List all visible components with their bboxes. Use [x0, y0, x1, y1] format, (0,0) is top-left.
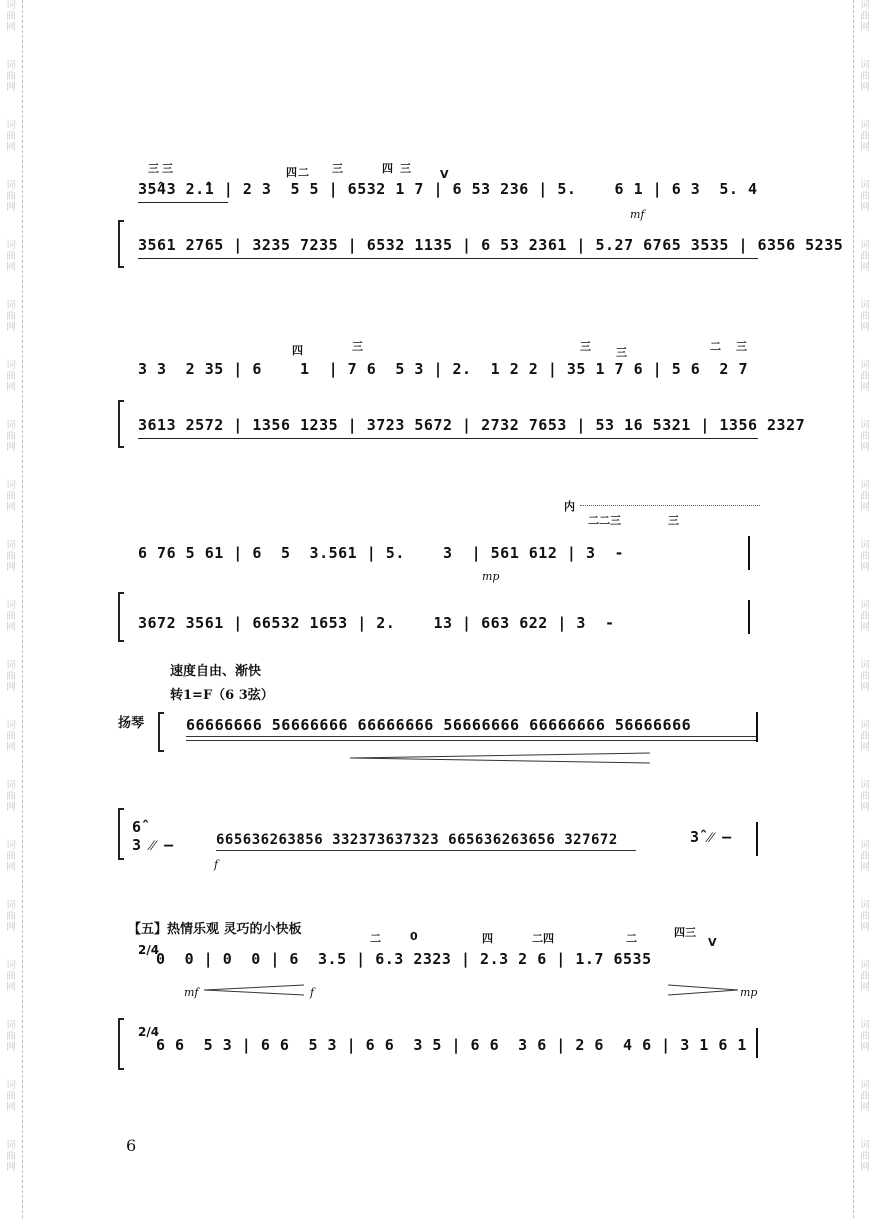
watermark: 词 曲 网 [860, 1020, 870, 1053]
final-barline [748, 536, 750, 570]
watermark: 词 曲 网 [860, 180, 870, 213]
fingering-mark: 四 [286, 166, 297, 179]
watermark: 词 曲 网 [860, 1140, 870, 1173]
watermark: 词 曲 网 [6, 0, 16, 33]
fingering-mark: 三 [400, 162, 411, 175]
bowing-mark: V [708, 936, 717, 949]
dynamic-mark: mp [482, 570, 500, 583]
underline [138, 202, 228, 203]
dynamic-mark: f [214, 858, 219, 871]
dynamic-mark: mf [184, 986, 199, 999]
watermark: 词 曲 网 [860, 600, 870, 633]
fingering-mark: 二二三 [588, 514, 621, 527]
lower-notes: 3613 2572 | 1356 1235 | 3723 5672 | 2732 7653 | 53 16 5321 | 1356 2327 [138, 416, 806, 434]
upper-notes: 0 0 | 0 0 | 6 3.5 | 6.3 2323 | 2.3 2 6 | 1.7 6535 [156, 950, 652, 968]
fingering-mark: 二 [626, 932, 637, 945]
watermark: 词 曲 网 [860, 840, 870, 873]
fingering-mark: 三 [352, 340, 363, 353]
upper-staff [118, 172, 758, 212]
lower-staff [118, 228, 844, 268]
fingering-mark: 四 [382, 162, 393, 175]
underline [138, 438, 758, 439]
fingering-mark: 二 [710, 340, 721, 353]
dotted-extension-line [580, 505, 760, 506]
watermark: 词 曲 网 [6, 180, 16, 213]
section-title: 【五】热情乐观 灵巧的小快板 [128, 922, 302, 937]
fermata-note: 6̂ 3 ⁄⁄ – [132, 818, 174, 854]
watermark: 词 曲 网 [6, 720, 16, 753]
watermark: 词 曲 网 [6, 1020, 16, 1053]
underline [138, 258, 758, 259]
decrescendo-hairpin [350, 752, 650, 764]
watermark: 词 曲 网 [6, 60, 16, 93]
fingering-mark: 四三 [674, 926, 696, 939]
watermark: 词 曲 网 [860, 780, 870, 813]
time-signature: 2/4 [138, 943, 160, 957]
score-system-1 [118, 160, 844, 270]
watermark: 词 曲 网 [860, 660, 870, 693]
watermark: 词 曲 网 [860, 420, 870, 453]
watermark: 词 曲 网 [860, 960, 870, 993]
cadenza-run: 665636263856 332373637323 665636263656 327672 [216, 832, 618, 848]
watermark: 词 曲 网 [860, 300, 870, 333]
fingering-mark: 三 [332, 162, 343, 175]
instrument-name: 扬琴 [118, 716, 145, 731]
page-number: 6 [126, 1136, 137, 1155]
barline [756, 1028, 758, 1058]
upper-notes: 35̂43 2.̂1 | 2 3 5 5 | 6532 1 7 | 6 53 236 | 5. 6 1 | 6 3 5. 4 [138, 180, 758, 198]
fingering-mark: 三 [668, 514, 679, 527]
left-margin-strip [0, 0, 23, 1218]
watermark: 词 曲 网 [860, 720, 870, 753]
barline [756, 712, 758, 742]
fingering-mark: 四 [482, 932, 493, 945]
upper-notes: 3 3 2 35 | 6 1 | 7 6 5 3 | 2. 1 2 2 | 35 1 7 6 | 5 6 2 7 [138, 360, 748, 378]
watermark: 词 曲 网 [6, 840, 16, 873]
watermark: 词 曲 网 [6, 780, 16, 813]
watermark: 词 曲 网 [6, 1080, 16, 1113]
bracket [118, 1018, 124, 1070]
fingering-mark: 三 [616, 346, 627, 359]
watermark: 词 曲 网 [6, 1140, 16, 1173]
lower-notes: 3561 2765 | 3235 7235 | 6532 1135 | 6 53 2361 | 5.27 6765 3535 | 6356 5235 [138, 236, 844, 254]
tempo-marking: 速度自由、渐快 [170, 664, 262, 679]
lower-staff [118, 606, 758, 646]
watermark: 词 曲 网 [6, 540, 16, 573]
fingering-mark: 二四 [532, 932, 554, 945]
watermark: 词 曲 网 [6, 480, 16, 513]
score-system-3 [118, 496, 758, 646]
upper-staff [118, 352, 758, 392]
fingering-mark: 三 [580, 340, 591, 353]
upper-notes: 6 76 5 61 | 6 5 3.561 | 5. 3 | 561 612 | 3 - [138, 544, 625, 562]
fingering-mark: 二 [298, 166, 309, 179]
watermark: 词 曲 网 [860, 360, 870, 393]
watermark: 词 曲 网 [6, 240, 16, 273]
crescendo-hairpin [204, 984, 304, 996]
dynamic-mark: f [310, 986, 315, 999]
watermark: 词 曲 网 [860, 1080, 870, 1113]
score-system-2 [118, 338, 806, 448]
bracket [118, 808, 124, 860]
dynamic-mark: mp [740, 986, 758, 999]
watermark: 词 曲 网 [6, 300, 16, 333]
final-fermata-note: 3̂ ⁄⁄ – [690, 828, 732, 846]
watermark: 词 曲 网 [860, 0, 870, 33]
watermark: 词 曲 网 [6, 600, 16, 633]
decrescendo-hairpin [668, 984, 738, 996]
watermark: 词 曲 网 [860, 540, 870, 573]
fingering-mark: 二 [370, 932, 381, 945]
upper-staff [118, 536, 758, 576]
key-change: 转1=F（6 3弦） [170, 688, 274, 703]
watermark: 词 曲 网 [6, 900, 16, 933]
dynamic-mark: mf [630, 208, 645, 221]
watermark: 词 曲 网 [6, 120, 16, 153]
lower-notes: 6 6 5 3 | 6 6 5 3 | 6 6 3 5 | 6 6 3 6 | 2 6 4 6 | 3 1 6 1 [156, 1036, 747, 1054]
fingering-mark: 三 [736, 340, 747, 353]
bracket [158, 712, 164, 752]
watermark: 词 曲 网 [860, 240, 870, 273]
watermark: 词 曲 网 [860, 60, 870, 93]
watermark: 词 曲 网 [6, 960, 16, 993]
beam-line [216, 850, 636, 851]
final-barline [756, 822, 758, 856]
time-signature: 2/4 [138, 1025, 160, 1039]
bowing-mark: V [440, 168, 449, 181]
beam-line [186, 736, 756, 737]
lower-staff [118, 408, 806, 448]
watermark: 词 曲 网 [6, 360, 16, 393]
fingering-mark: 三 [162, 162, 173, 175]
watermark: 词 曲 网 [860, 900, 870, 933]
cadenza-notes: 66666666 56666666 66666666 56666666 66666666 56666666 [186, 716, 692, 734]
beam-line [186, 740, 756, 741]
final-barline [748, 600, 750, 634]
fingering-mark: 三 [148, 162, 159, 175]
lower-notes: 3672 3561 | 66532 1653 | 2. 13 | 663 622 | 3 - [138, 614, 615, 632]
right-margin-strip [853, 0, 876, 1218]
watermark: 词 曲 网 [860, 120, 870, 153]
fingering-mark: 0 [410, 930, 418, 943]
watermark: 词 曲 网 [6, 420, 16, 453]
fingering-mark: 内 [564, 500, 575, 513]
fingering-mark: 四 [292, 344, 303, 357]
watermark: 词 曲 网 [860, 480, 870, 513]
watermark: 词 曲 网 [6, 660, 16, 693]
